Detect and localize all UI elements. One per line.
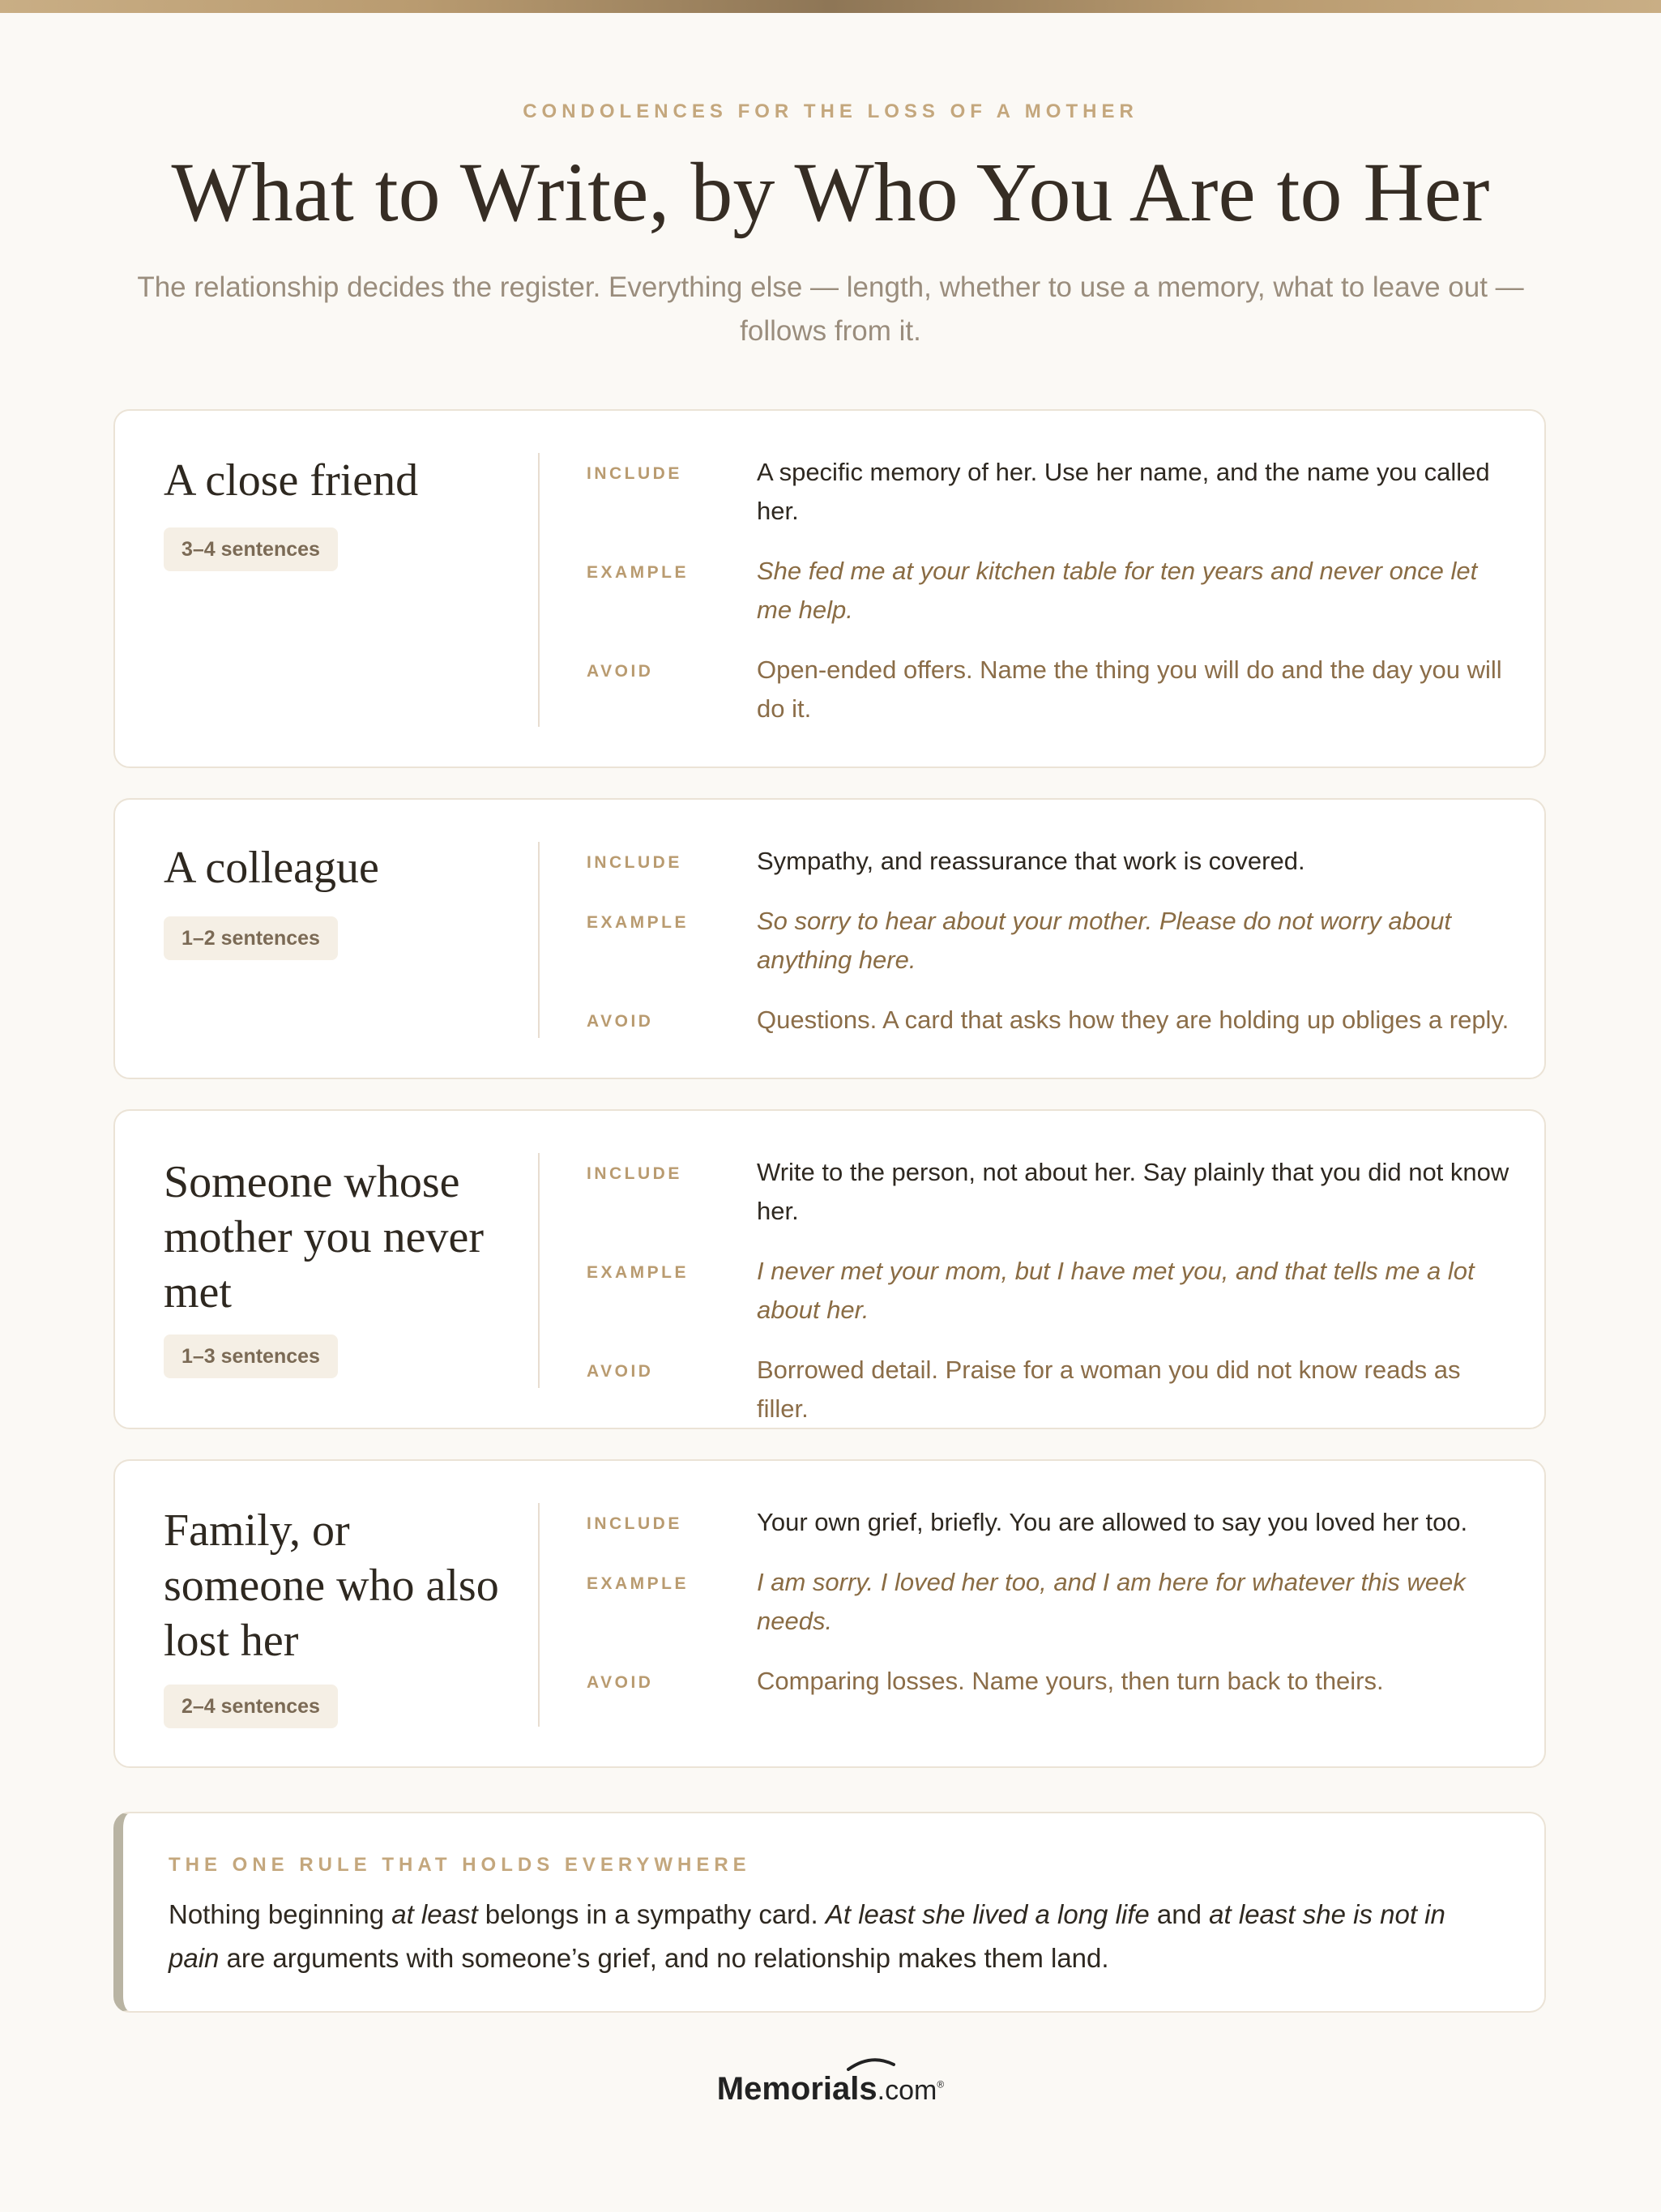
- avoid-label: AVOID: [587, 1673, 654, 1692]
- rule-text-part: are arguments with someone’s grief, and no relationship makes them land.: [219, 1943, 1109, 1973]
- sentence-count-badge: 1–3 sentences: [164, 1334, 338, 1378]
- rule-callout: [113, 1812, 1546, 2013]
- card-family: [113, 1459, 1546, 1768]
- rule-emphasis: at least she is not in pain: [169, 1899, 1445, 1973]
- example-text: So sorry to hear about your mother. Please do not worry about anything here.: [757, 907, 1451, 974]
- avoid-label: AVOID: [587, 1362, 654, 1381]
- logo-brand-text: Memorials: [716, 2071, 877, 2107]
- eyebrow-text: CONDOLENCES FOR THE LOSS OF A MOTHER: [523, 100, 1138, 122]
- avoid-label: AVOID: [587, 1012, 654, 1031]
- example-label: EXAMPLE: [587, 1263, 690, 1282]
- include-text: Sympathy, and reassurance that work is covered.: [757, 847, 1305, 875]
- relationship-title: A close friend: [164, 455, 419, 506]
- include-text: Your own grief, briefly. You are allowed to say you loved her too.: [757, 1508, 1468, 1536]
- include-label: INCLUDE: [587, 853, 682, 872]
- sentence-count-badge: 3–4 sentences: [164, 527, 338, 571]
- include-label: INCLUDE: [587, 1164, 682, 1183]
- relationship-title: A colleague: [164, 843, 379, 893]
- avoid-text: Comparing losses. Name yours, then turn back to theirs.: [757, 1667, 1384, 1695]
- example-text: I never met your mom, but I have met you, and that tells me a lot about her.: [757, 1257, 1475, 1324]
- rule-emphasis: at least: [391, 1899, 478, 1929]
- sentence-count-badge: 1–2 sentences: [164, 916, 338, 960]
- rule-emphasis: At least she lived a long life: [825, 1899, 1150, 1929]
- logo-brand: [717, 2071, 877, 2107]
- sentence-count-badge: 2–4 sentences: [164, 1685, 338, 1728]
- avoid-text: Borrowed detail. Praise for a woman you did not know reads as filler.: [757, 1356, 1461, 1423]
- include-label: INCLUDE: [587, 464, 682, 483]
- relationship-title: Family, or someone who also lost her: [164, 1505, 499, 1666]
- logo-registered-mark: ®: [937, 2078, 945, 2090]
- rule-text: [169, 1893, 1497, 1980]
- include-label: INCLUDE: [587, 1514, 682, 1533]
- rule-text-part: Nothing beginning: [169, 1899, 392, 1929]
- card-colleague: [113, 798, 1546, 1079]
- example-label: EXAMPLE: [587, 1574, 690, 1593]
- example-label: EXAMPLE: [587, 563, 690, 582]
- example-text: She fed me at your kitchen table for ten years and never once let me help.: [757, 557, 1478, 624]
- card-close-friend: [113, 409, 1546, 768]
- rule-title: THE ONE RULE THAT HOLDS EVERYWHERE: [169, 1854, 751, 1876]
- memorials-logo[interactable]: [0, 2071, 1661, 2107]
- page-subtitle: The relationship decides the register. Everything else — length, whether to use a memory, what to leave out — follows from it.: [137, 271, 1524, 347]
- logo-domain: .com: [877, 2075, 937, 2106]
- rule-text-part: belongs in a sympathy card.: [477, 1899, 826, 1929]
- card-never-met: [113, 1109, 1546, 1429]
- relationship-title: Someone whose mother you never met: [164, 1157, 484, 1317]
- card-divider: [538, 453, 540, 727]
- example-text: I am sorry. I loved her too, and I am here for whatever this week needs.: [757, 1568, 1466, 1635]
- top-accent-bar: [0, 0, 1661, 13]
- avoid-label: AVOID: [587, 662, 654, 681]
- card-divider: [538, 1503, 540, 1727]
- include-text: Write to the person, not about her. Say plainly that you did not know her.: [757, 1158, 1509, 1225]
- card-divider: [538, 842, 540, 1038]
- include-text: A specific memory of her. Use her name, and the name you called her.: [757, 458, 1490, 525]
- example-label: EXAMPLE: [587, 913, 690, 932]
- page-title: What to Write, by Who You Are to Her: [171, 146, 1490, 239]
- avoid-text: Questions. A card that asks how they are holding up obliges a reply.: [757, 1006, 1509, 1034]
- logo-swoosh-icon: [847, 2056, 895, 2071]
- avoid-text: Open-ended offers. Name the thing you will do and the day you will do it.: [757, 655, 1502, 723]
- rule-text-part: and: [1149, 1899, 1210, 1929]
- card-divider: [538, 1153, 540, 1388]
